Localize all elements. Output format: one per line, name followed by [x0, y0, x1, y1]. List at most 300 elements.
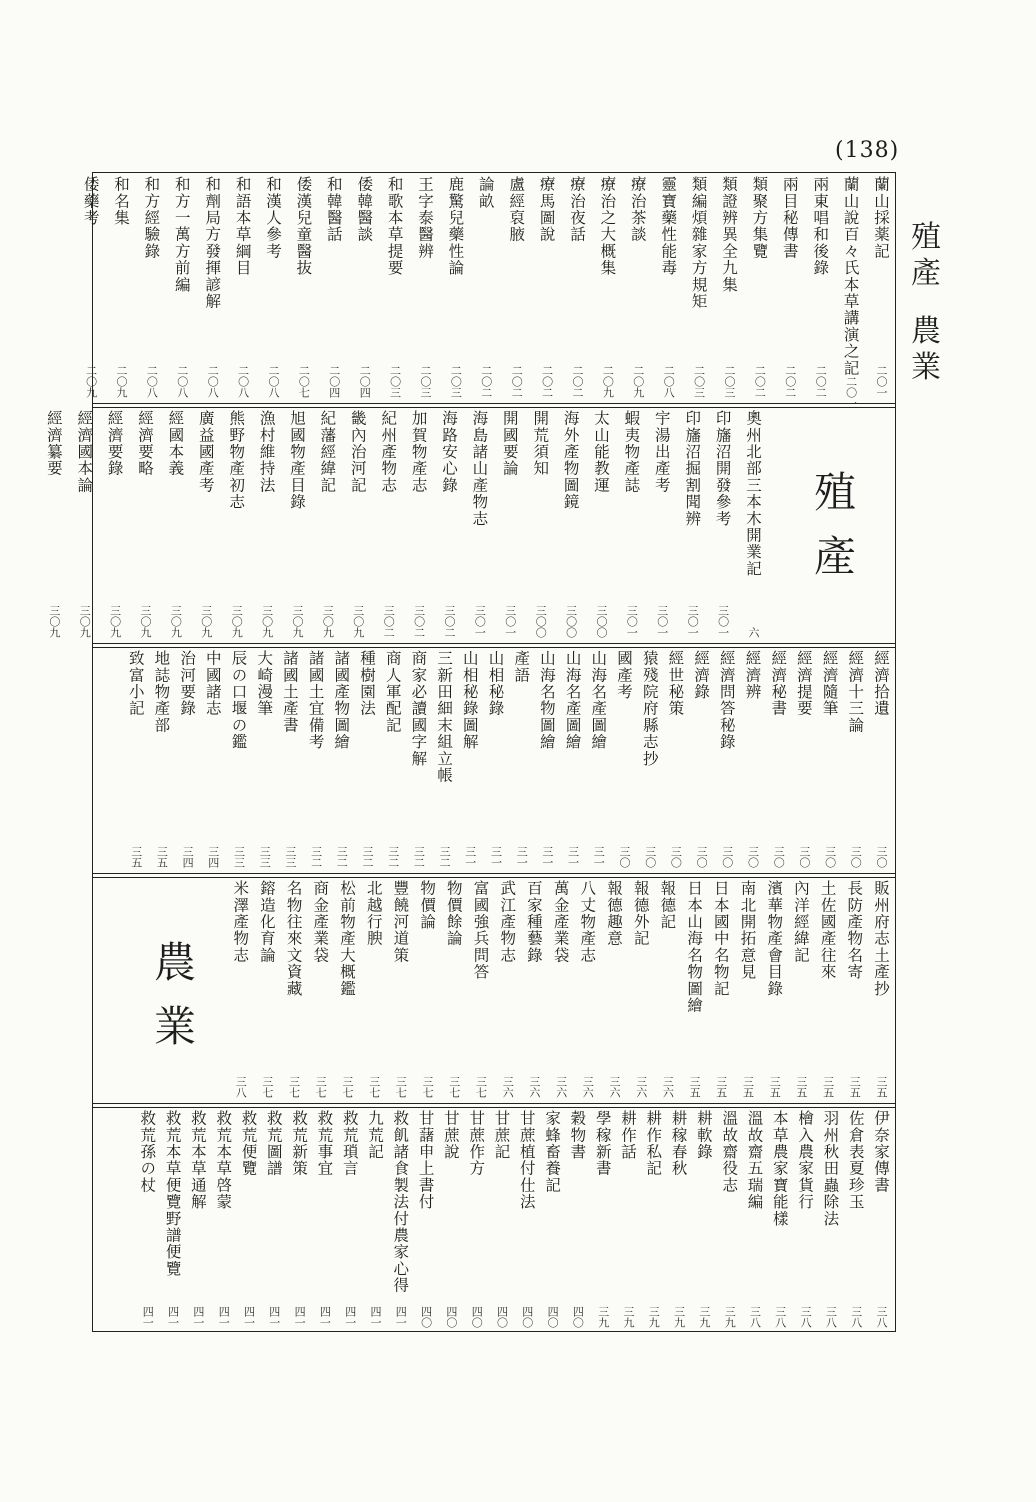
index-entry	[627, 176, 649, 398]
entry-title: 開荒須知	[531, 410, 550, 477]
index-entry	[491, 1110, 513, 1328]
entry-page: 三〇九	[108, 605, 122, 638]
entry-page: 三七	[447, 1076, 461, 1098]
entry-page: 三九	[697, 1306, 711, 1328]
entry-page: 三二	[309, 846, 323, 868]
entry-page: 三七	[314, 1076, 328, 1098]
index-entry	[769, 1110, 791, 1328]
section-title-nogyo: 農業	[148, 940, 197, 1068]
entry-title: 倭藥考	[81, 176, 100, 227]
entry-title: 蝦夷物產誌	[622, 410, 641, 494]
entry-title: 經濟秘書	[769, 650, 788, 717]
entry-title: 山相秘錄圖解	[460, 650, 479, 751]
index-entry	[440, 1110, 462, 1328]
entry-title: 產語	[512, 650, 531, 684]
entry-page: 三六	[661, 1076, 675, 1098]
index-entry	[642, 1110, 664, 1328]
entry-page: 三〇〇	[534, 605, 548, 638]
entry-title: 耕軟錄	[694, 1110, 713, 1161]
index-entry	[819, 1110, 841, 1328]
index-entry	[414, 176, 436, 398]
entry-title: 和方經驗錄	[142, 176, 161, 260]
entry-page: 三二	[386, 846, 400, 868]
index-entry	[104, 410, 126, 638]
entry-title: 經世秘策	[666, 650, 685, 717]
index-entry	[576, 880, 598, 1098]
entry-title: 紀藩經緯記	[318, 410, 337, 494]
entry-title: 療治夜話	[568, 176, 586, 243]
entry-title: 兩目秘傳書	[780, 176, 799, 260]
entry-title: 盧經裒腋	[507, 176, 526, 243]
index-entry	[408, 410, 430, 638]
index-entry	[309, 880, 331, 1098]
entry-title: 伊奈家傳書	[872, 1110, 890, 1194]
entry-title: 耕作私記	[644, 1110, 663, 1177]
index-entry	[845, 1110, 867, 1328]
entry-title: 本草農家寶能樣	[770, 1110, 789, 1227]
index-entry	[389, 880, 411, 1098]
index-entry	[468, 410, 490, 638]
index-entry	[475, 176, 497, 398]
index-entry	[668, 1110, 690, 1328]
entry-page: 二〇九	[84, 365, 98, 398]
entry-title: 類證辨異全九集	[720, 176, 738, 293]
index-entry	[382, 650, 404, 868]
entry-title: 致富小記	[126, 650, 145, 717]
section-title-shokusan: 殖產	[808, 470, 857, 598]
entry-title: 米澤產物志	[231, 880, 250, 964]
entry-page: 四一	[394, 1306, 408, 1328]
entry-title: 救荒本草便覽野譜便覽	[163, 1110, 182, 1277]
entry-title: 土佐國產往來	[818, 880, 837, 981]
entry-title: 救荒便覽	[239, 1110, 258, 1177]
entry-title: 經濟纂要	[44, 410, 63, 477]
index-entry	[737, 880, 759, 1098]
entry-page: 四〇	[495, 1306, 509, 1328]
entry-title: 富國強兵問答	[471, 880, 490, 981]
index-entry	[870, 176, 892, 398]
entry-title: 經濟要略	[136, 410, 154, 477]
index-entry	[748, 176, 770, 398]
entry-page: 三〇	[849, 846, 863, 868]
entry-page: 二〇一	[875, 365, 888, 398]
entry-title: 廣益國產考	[196, 410, 215, 494]
entry-page: 三六	[554, 1076, 568, 1098]
entry-title: 猿殘院府縣志抄	[640, 650, 659, 767]
entry-page: 二〇一	[844, 376, 858, 410]
index-band-2	[44, 410, 896, 638]
entry-page: 三七	[474, 1076, 488, 1098]
entry-title: 商金產業袋	[311, 880, 330, 964]
index-entry	[134, 410, 156, 638]
entry-title: 甘蔗說	[441, 1110, 460, 1161]
index-entry	[125, 650, 147, 868]
entry-page: 三五	[714, 1076, 728, 1098]
index-entry	[744, 1110, 766, 1328]
index-entry	[529, 410, 551, 638]
entry-page: 三二	[412, 846, 426, 868]
entry-page: 三〇	[618, 846, 631, 868]
entry-title: 日本國中名物記	[711, 880, 730, 997]
entry-title: 鹿驚兒藥性論	[446, 176, 465, 277]
entry-page: 四一	[293, 1306, 307, 1328]
index-entry	[286, 410, 308, 638]
index-entry	[229, 880, 251, 1098]
band-divider	[92, 873, 896, 878]
entry-page: 三〇九	[78, 605, 92, 638]
entry-page: 三五	[821, 1076, 835, 1098]
index-entry	[817, 880, 839, 1098]
entry-title: 濱華物產會目錄	[765, 880, 784, 997]
entry-page: 三〇	[695, 846, 709, 868]
entry-title: 救荒本草通解	[188, 1110, 207, 1211]
entry-page: 二〇九	[115, 365, 128, 398]
entry-page: 三六	[608, 1076, 621, 1098]
entry-title: 日本山海名物圖繪	[685, 880, 704, 1014]
index-entry	[363, 880, 385, 1098]
entry-page: 三四	[181, 846, 195, 868]
entry-page: 四一	[267, 1306, 281, 1328]
entry-page: 三五	[848, 1076, 862, 1098]
entry-page: 三一	[540, 846, 554, 868]
index-entry	[651, 410, 673, 638]
band-divider	[92, 403, 896, 408]
entry-title: 九荒記	[366, 1110, 384, 1161]
entry-title: 名物往來文資藏	[284, 880, 303, 997]
index-entry	[438, 410, 460, 638]
entry-page: 二〇二	[814, 365, 828, 398]
entry-title: 經濟十三論	[846, 650, 865, 734]
entry-page: 四〇	[419, 1306, 433, 1328]
entry-title: 松前物產大概鑑	[338, 880, 356, 997]
index-entry	[566, 1110, 588, 1328]
entry-page: 三〇	[643, 846, 657, 868]
entry-page: 二〇八	[662, 365, 676, 398]
index-entry	[201, 176, 223, 398]
entry-title: 紀州產物志	[379, 410, 398, 494]
entry-title: 經濟問答秘錄	[717, 650, 736, 751]
entry-title: 山海名產圖繪	[589, 650, 608, 751]
entry-page: 二〇二	[510, 365, 524, 398]
index-band-4	[92, 880, 896, 1098]
entry-title: 辰の口堰の鑑	[229, 650, 248, 751]
entry-title: 國產考	[615, 650, 633, 701]
entry-title: 太山能教運	[592, 410, 610, 494]
index-entry	[407, 650, 429, 868]
entry-page: 二〇四	[358, 365, 372, 398]
entry-page: 三〇九	[199, 605, 213, 638]
index-entry	[742, 650, 764, 868]
index-entry	[562, 650, 584, 868]
index-band-5	[92, 1110, 896, 1328]
index-entry	[279, 650, 301, 868]
entry-title: 種樹園法	[358, 650, 376, 717]
entry-page: 三八	[849, 1306, 863, 1328]
entry-page: 二〇二	[571, 365, 584, 398]
index-entry	[136, 1110, 158, 1328]
index-entry	[620, 410, 642, 638]
entry-page: 二〇三	[723, 365, 736, 398]
index-entry	[844, 650, 866, 868]
running-head	[908, 220, 944, 386]
entry-page: 三〇	[720, 846, 734, 868]
entry-title: 經濟國本論	[75, 410, 94, 494]
index-entry	[195, 410, 217, 638]
entry-title: 溫故齋役志	[720, 1110, 739, 1194]
index-entry	[690, 650, 712, 868]
index-entry	[870, 880, 892, 1098]
entry-title: 加賀物產志	[409, 410, 428, 494]
band-divider	[92, 643, 896, 648]
entry-page: 三〇二	[443, 605, 456, 638]
entry-title: 諸國土宜備考	[306, 650, 325, 751]
entry-page: 三五	[129, 846, 143, 868]
entry-title: 和韓醫話	[324, 176, 343, 243]
running-head-char: 產	[911, 256, 941, 291]
entry-page: 三〇	[797, 846, 811, 868]
entry-page: 三三	[232, 846, 246, 868]
entry-page: 三二	[438, 846, 452, 868]
entry-page: 三〇二	[382, 605, 396, 638]
entry-page: 二〇八	[236, 365, 250, 398]
entry-page: 三五	[768, 1076, 782, 1098]
entry-title: 武江產物志	[498, 880, 517, 964]
entry-title: 畿內治河記	[348, 410, 367, 494]
entry-page: 四一	[242, 1306, 256, 1328]
index-entry	[793, 650, 815, 868]
index-entry	[657, 176, 679, 398]
entry-page: 三〇	[875, 846, 888, 868]
index-entry	[384, 176, 406, 398]
entry-page: 二〇二	[540, 365, 554, 398]
entry-title: 蘭山說百々氏本草講演之記	[841, 176, 860, 377]
index-entry	[566, 176, 588, 398]
entry-page: 三九	[723, 1306, 737, 1328]
entry-page: 三〇一	[503, 605, 517, 638]
index-entry	[499, 410, 521, 638]
index-entry	[459, 650, 481, 868]
entry-title: 蘭山採薬記	[872, 176, 890, 260]
entry-title: 大崎漫筆	[255, 650, 274, 717]
entry-page: 三六	[634, 1076, 648, 1098]
entry-page: 四一	[141, 1306, 155, 1328]
index-entry	[187, 1110, 209, 1328]
entry-page: 二〇七	[297, 365, 311, 398]
index-entry	[870, 650, 892, 868]
index-entry	[763, 880, 785, 1098]
entry-page: 三八	[875, 1306, 888, 1328]
entry-page: 二〇三	[388, 365, 402, 398]
entry-page: 三〇一	[655, 605, 669, 638]
entry-page: 三五	[688, 1076, 702, 1098]
index-entry	[444, 176, 466, 398]
entry-title: 宇湯出產考	[652, 410, 671, 494]
entry-page: 三八	[824, 1306, 838, 1328]
entry-page: 三〇	[823, 846, 837, 868]
index-entry	[516, 1110, 538, 1328]
index-entry	[603, 880, 625, 1098]
index-entry	[415, 1110, 437, 1328]
entry-page: 四一	[191, 1306, 205, 1328]
index-entry	[541, 1110, 563, 1328]
entry-page: 三〇二	[412, 605, 426, 638]
index-entry	[256, 410, 278, 638]
entry-page: 三四	[206, 846, 220, 868]
index-entry	[225, 410, 247, 638]
entry-page: 三一	[515, 846, 529, 868]
index-entry	[262, 176, 284, 398]
entry-title: 和語本草綱目	[233, 176, 252, 277]
entry-page: 三〇九	[260, 605, 274, 638]
index-entry	[840, 176, 862, 410]
entry-page: 三〇一	[625, 605, 639, 638]
entry-page: 四一	[343, 1306, 357, 1328]
entry-title: 報德外記	[631, 880, 650, 947]
entry-title: 治河要錄	[178, 650, 197, 717]
index-entry	[870, 1110, 892, 1328]
index-entry	[536, 650, 558, 868]
entry-title: 經濟拾遺	[872, 650, 890, 717]
entry-page: 三〇一	[473, 605, 487, 638]
entry-title: 和漢人參考	[264, 176, 282, 260]
index-entry	[683, 880, 705, 1098]
entry-page: 三八	[234, 1076, 248, 1098]
entry-page: 三〇九	[47, 605, 61, 638]
index-entry	[316, 410, 338, 638]
entry-page: 二〇八	[267, 365, 280, 398]
entry-title: 甘藷申上書付	[416, 1110, 435, 1211]
entry-title: 和方一萬方前編	[172, 176, 191, 293]
index-band-3	[92, 650, 896, 868]
entry-title: 報德記	[658, 880, 677, 931]
index-entry	[389, 1110, 411, 1328]
index-entry	[485, 650, 507, 868]
entry-title: 家蜂畜養記	[543, 1110, 562, 1194]
entry-title: 救飢諸食製法付農家心得	[391, 1110, 410, 1294]
entry-page: 四一	[217, 1306, 231, 1328]
entry-title: 靈寶藥性能毒	[659, 176, 678, 277]
index-entry	[843, 880, 865, 1098]
index-entry	[256, 880, 278, 1098]
entry-page: 三〇九	[230, 605, 244, 638]
entry-title: 百家種藝錄	[524, 880, 543, 964]
entry-title: 印旛沼掘割聞辨	[683, 410, 702, 527]
entry-title: 檜入農家貨行	[796, 1110, 815, 1211]
entry-page: 三五	[155, 846, 169, 868]
entry-page: 三〇〇	[595, 605, 608, 638]
entry-title: 救荒事宜	[315, 1110, 334, 1177]
index-entry	[162, 1110, 184, 1328]
index-entry	[283, 880, 305, 1098]
index-entry	[253, 650, 275, 868]
index-entry	[630, 880, 652, 1098]
entry-page: 二〇八	[175, 365, 189, 398]
entry-title: 鎔造化育論	[257, 880, 276, 964]
index-entry	[693, 1110, 715, 1328]
index-entry	[505, 176, 527, 398]
entry-page: 三六	[527, 1076, 541, 1098]
entry-page: 三五	[875, 1076, 888, 1098]
entry-title: 報德趣意	[605, 880, 623, 947]
entry-title: 論畝	[476, 176, 495, 210]
entry-title: 南北開拓意見	[738, 880, 757, 981]
entry-title: 救荒孫の杖	[138, 1110, 157, 1194]
entry-page: 三八	[799, 1306, 813, 1328]
entry-page: 六	[747, 627, 760, 638]
entry-title: 山海名物圖繪	[537, 650, 556, 751]
index-band-1	[81, 176, 896, 410]
index-entry	[110, 176, 132, 398]
entry-title: 學稼新書	[593, 1110, 612, 1177]
index-entry	[681, 410, 703, 638]
entry-title: 海島諸山產物志	[470, 410, 489, 527]
entry-title: 類編煩雜家方規矩	[689, 176, 708, 310]
entry-title: 開國要論	[500, 410, 519, 477]
entry-page: 四〇	[444, 1306, 458, 1328]
entry-title: 奧州北部三本木開業記	[744, 410, 762, 577]
entry-page: 三〇九	[139, 605, 152, 638]
page-number: (138)	[835, 138, 900, 163]
entry-title: 漁村維持法	[257, 410, 276, 494]
entry-page: 二〇三	[692, 365, 706, 398]
entry-page: 三九	[596, 1306, 610, 1328]
index-entry	[496, 880, 518, 1098]
entry-page: 二〇二	[479, 365, 493, 398]
entry-page: 三〇	[746, 846, 760, 868]
entry-page: 二〇四	[327, 365, 341, 398]
entry-page: 三一	[566, 846, 580, 868]
entry-title: 穀物書	[568, 1110, 587, 1161]
index-entry	[809, 176, 831, 398]
index-entry	[212, 1110, 234, 1328]
entry-page: 三九	[672, 1306, 686, 1328]
index-entry	[510, 650, 532, 868]
index-entry	[323, 176, 345, 398]
index-entry	[353, 176, 375, 398]
entry-title: 豐饒河道策	[391, 880, 410, 964]
index-entry	[465, 1110, 487, 1328]
entry-title: 經濟要錄	[105, 410, 124, 477]
index-entry	[790, 880, 812, 1098]
entry-page: 三二	[335, 846, 349, 868]
index-entry	[80, 176, 102, 398]
index-entry	[688, 176, 710, 398]
entry-title: 耕稼春秋	[669, 1110, 688, 1177]
entry-page: 四一	[318, 1306, 332, 1328]
entry-title: 商家必讀國字解	[409, 650, 428, 767]
index-entry	[305, 650, 327, 868]
entry-page: 三七	[421, 1076, 435, 1098]
entry-title: 療治之大概集	[598, 176, 617, 277]
index-entry	[560, 410, 582, 638]
entry-title: 諸國產物圖繪	[332, 650, 351, 751]
entry-page: 二〇二	[753, 365, 767, 398]
index-entry	[794, 1110, 816, 1328]
entry-page: 三三	[283, 846, 297, 868]
entry-page: 三八	[773, 1306, 787, 1328]
entry-page: 二〇八	[145, 365, 159, 398]
entry-title: 和名集	[112, 176, 130, 227]
entry-title: 地誌物產部	[152, 650, 171, 734]
entry-page: 二〇三	[419, 365, 432, 398]
index-entry	[164, 410, 186, 638]
entry-page: 四〇	[546, 1306, 560, 1328]
entry-title: 經濟辨	[743, 650, 762, 701]
index-entry	[819, 650, 841, 868]
entry-page: 三七	[394, 1076, 408, 1098]
entry-title: 販州府志土產抄	[872, 880, 890, 997]
entry-title: 中國諸志	[203, 650, 222, 717]
